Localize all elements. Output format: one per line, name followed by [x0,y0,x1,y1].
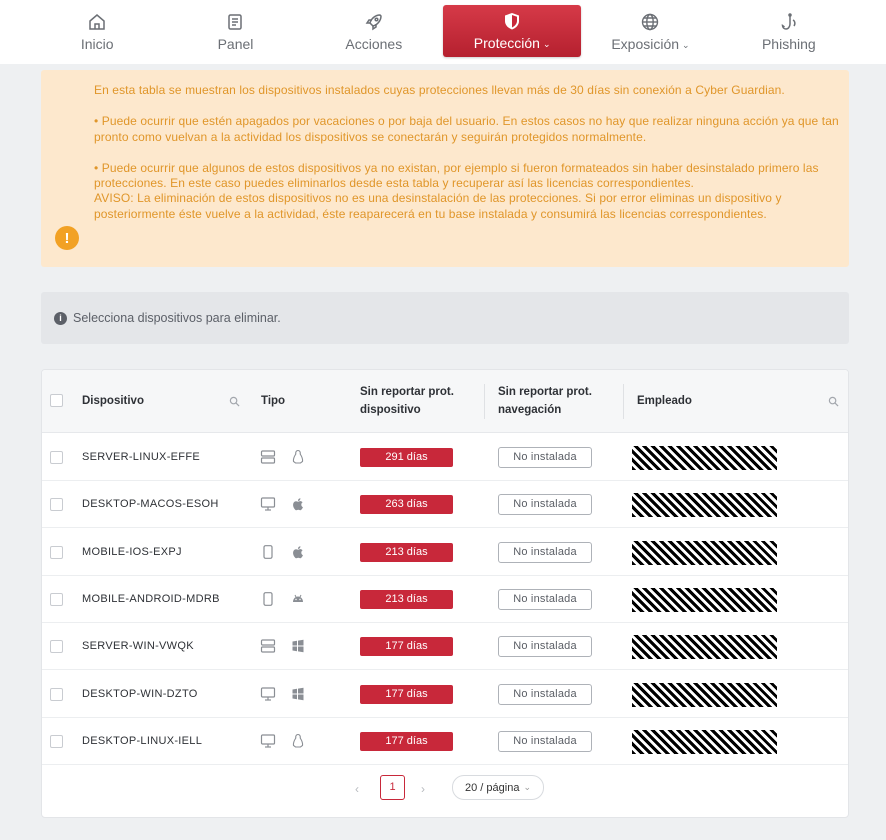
windows-icon [291,638,305,654]
devices-table [41,369,849,818]
hook-icon [779,12,799,32]
row-checkbox[interactable] [50,688,63,701]
apple-icon [291,544,305,560]
search-icon[interactable] [828,396,839,407]
table-row[interactable] [42,434,848,481]
navigation-status-badge: No instalada [498,731,592,752]
dashboard-icon [225,12,245,32]
device-name: SERVER-LINUX-EFFE [82,451,200,463]
device-name: SERVER-WIN-VWQK [82,640,194,653]
header-no-report-nav-line2[interactable]: navegación [498,404,562,416]
desktop-icon [260,687,276,701]
header-no-report-nav-line1[interactable]: Sin reportar prot. [498,386,592,398]
android-icon [291,591,305,607]
row-checkbox[interactable] [50,735,63,748]
linux-icon [291,449,305,465]
row-checkbox[interactable] [50,498,63,511]
mobile-icon [260,545,276,559]
nav-item-proteccion[interactable] [443,5,581,57]
home-icon [87,12,107,32]
header-no-report-device-line1[interactable]: Sin reportar prot. [360,386,454,398]
redacted-employee [632,588,777,612]
days-without-report-badge: 213 días [360,590,453,609]
table-header [42,370,848,433]
header-employee: Empleado [637,395,692,407]
nav-label-phishing: Phishing [761,36,816,52]
shield-icon [502,11,522,31]
prev-page-icon[interactable]: ‹ [355,782,359,796]
row-checkbox[interactable] [50,546,63,559]
device-name: MOBILE-ANDROID-MDRB [82,592,220,605]
navigation-status-badge: No instalada [498,542,592,563]
days-without-report-badge: 213 días [360,543,453,562]
days-without-report-badge: 177 días [360,685,453,704]
desktop-icon [260,734,276,748]
nav-label-proteccion: Protección [473,35,540,51]
nav-label-inicio: Inicio [80,36,114,52]
info-text: Selecciona dispositivos para eliminar. [73,311,281,325]
server-icon [260,450,276,464]
table-row[interactable] [42,718,848,765]
days-without-report-badge: 177 días [360,637,453,656]
page-size-value: 20 / página [465,781,520,794]
days-without-report-badge: 177 días [360,732,453,751]
windows-icon [291,686,305,702]
info-icon: i [54,312,67,325]
header-device[interactable]: Dispositivo [82,395,144,407]
warning-paragraph-1: En esta tabla se muestran los dispositivos instalados cuyas protecciones llevan más de 30 días sin conexión a Cyber Guardian. [94,83,785,97]
header-type: Tipo [261,395,286,407]
column-divider [623,384,624,419]
chevron-down-icon: ⌄ [682,39,690,50]
navigation-status-badge: No instalada [498,636,592,657]
nav-item-inicio[interactable] [28,0,166,64]
row-checkbox[interactable] [50,593,63,606]
nav-item-acciones[interactable] [305,0,443,64]
desktop-icon [260,497,276,511]
navigation-status-badge: No instalada [498,589,592,610]
page-size-select[interactable] [452,775,544,800]
table-row[interactable] [42,671,848,718]
table-row[interactable] [42,623,848,670]
table-row[interactable] [42,529,848,576]
nav-item-panel[interactable] [166,0,304,64]
chevron-down-icon: ⌄ [523,782,531,792]
nav-label-acciones: Acciones [345,36,403,52]
device-name: DESKTOP-WIN-DZTO [82,687,198,700]
chevron-down-icon: ⌄ [542,38,551,49]
mobile-icon [260,592,276,606]
row-checkbox[interactable] [50,451,63,464]
pagination [42,766,848,816]
device-name: MOBILE-IOS-EXPJ [82,545,182,558]
warning-banner [41,70,849,267]
search-icon[interactable] [229,396,240,407]
linux-icon [291,733,305,749]
table-row[interactable] [42,576,848,623]
warning-paragraph-2: • Puede ocurrir que estén apagados por vacaciones o por baja del usuario. En estos casos no hay que realizar ninguna acción ya que tan pronto como vuelvan a la actividad los dispositivos se conectarán y seguirán protegidos normalmente. [94,114,839,144]
redacted-employee [632,635,777,659]
days-without-report-badge: 291 días [360,448,453,467]
info-banner [41,292,849,344]
device-name: DESKTOP-LINUX-IELL [82,734,203,747]
header-no-report-device-line2[interactable]: dispositivo [360,404,421,416]
warning-text [94,83,839,222]
column-divider [484,384,485,419]
navigation-status-badge: No instalada [498,684,592,705]
navigation-status-badge: No instalada [498,494,592,515]
redacted-employee [632,493,777,517]
redacted-employee [632,446,777,470]
nav-item-exposicion[interactable] [581,0,719,64]
redacted-employee [632,730,777,754]
next-page-icon[interactable]: › [421,782,425,796]
nav-label-exposicion: Exposición [611,36,680,52]
current-page-button[interactable]: 1 [380,775,405,800]
apple-icon [291,496,305,512]
device-name: DESKTOP-MACOS-ESOH [82,498,219,511]
redacted-employee [632,683,777,707]
server-icon [260,639,276,653]
nav-item-phishing[interactable] [720,0,858,64]
nav-label-panel: Panel [217,36,254,52]
warning-paragraph-4: AVISO: La eliminación de estos dispositivos no es una desinstalación de las protecciones. Si por error eliminas un dispositivo y posteriormente éste vuelve a la actividad, éste reaparecerá en tu base instalada y consumirá las licencias correspondientes. [94,191,782,221]
select-all-checkbox[interactable] [50,394,63,407]
exclamation-icon: ! [55,226,79,250]
warning-paragraph-3: • Puede ocurrir que algunos de estos dispositivos ya no existan, por ejemplo si fueron formateados sin haber desinstalado primero las protecciones. En este caso puedes eliminarlos desde esta tabla y recuperar así las licencias correspondientes. [94,160,819,191]
table-row[interactable] [42,481,848,528]
globe-icon [640,12,660,32]
navigation-status-badge: No instalada [498,447,592,468]
top-nav [0,0,886,64]
row-checkbox[interactable] [50,640,63,653]
rocket-icon [364,12,384,32]
redacted-employee [632,541,777,565]
days-without-report-badge: 263 días [360,495,453,514]
